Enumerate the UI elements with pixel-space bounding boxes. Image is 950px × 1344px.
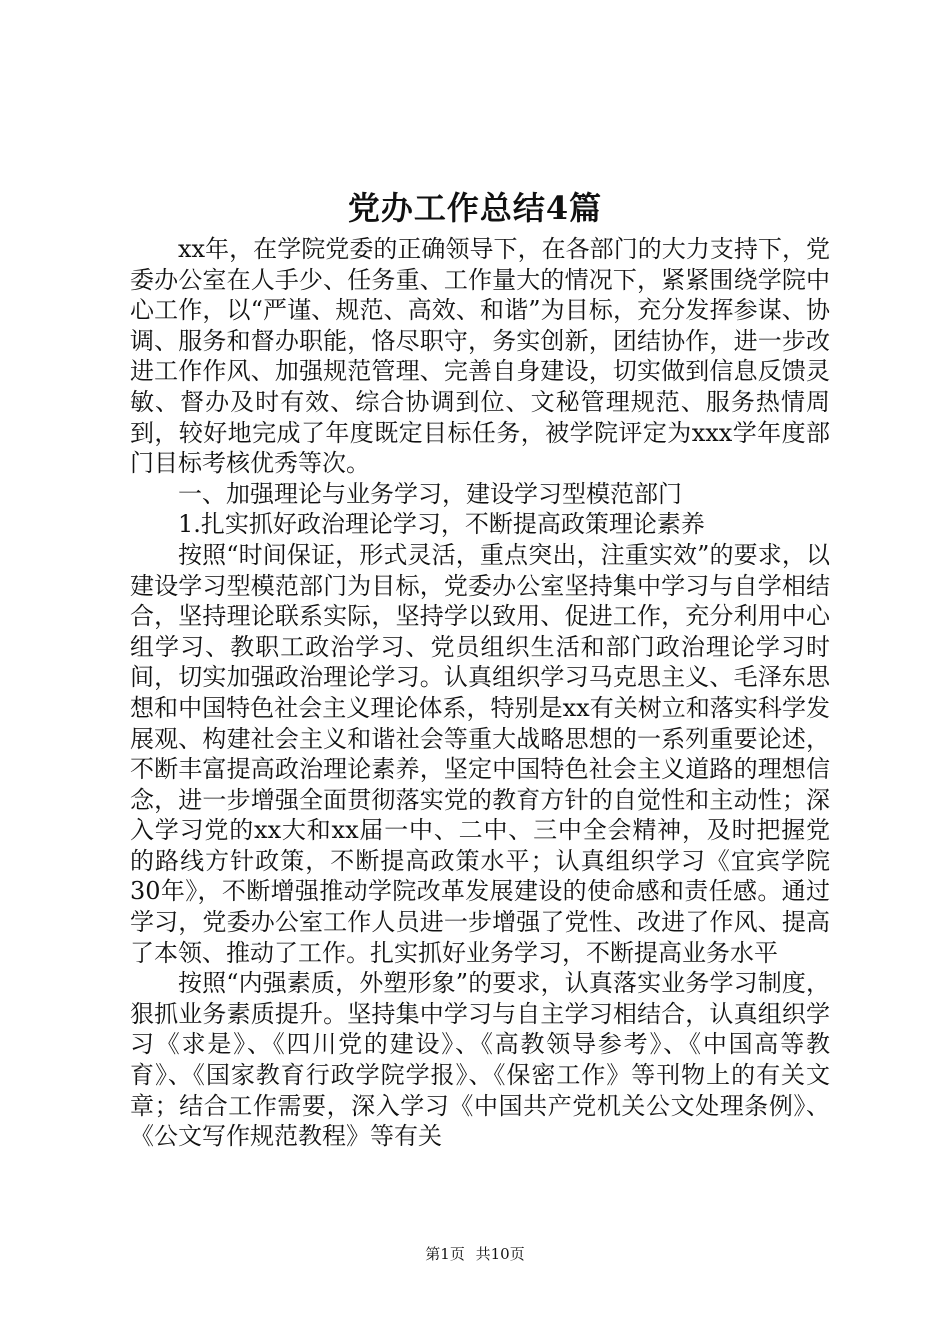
document-body (130, 234, 830, 1152)
paragraph-political-study: 按照“时间保证，形式灵活，重点突出，注重实效”的要求，以建设学习型模范部门为目标，党委办公室坚持集中学习与自学相结合，坚持理论联系实际，坚持学以致用、促进工作，充分利用中心组学习、教职工政治学习、党员组织生活和部门政治理论学习时间，切实加强政治理论学习。认真组织学习马克思主义、毛泽东思想和中国特色社会主义理论体系，特别是xx有关树立和落实科学发展观、构建社会主义和谐社会等重大战略思想的一系列重要论述，不断丰富提高政治理论素养，坚定中国特色社会主义道路的理想信念，进一步增强全面贯彻落实党的教育方针的自觉性和主动性；深入学习党的xx大和xx届一中、二中、三中全会精神，及时把握党的路线方针政策，不断提高政策水平；认真组织学习《宜宾学院30年》，不断增强推动学院改革发展建设的使命感和责任感。通过学习，党委办公室工作人员进一步增强了党性、改进了作风、提高了本领、推动了工作。扎实抓好业务学习，不断提高业务水平 (130, 540, 830, 967)
section-heading-1: 一、加强理论与业务学习，建设学习型模范部门 (178, 479, 682, 508)
paragraph-intro: xx年，在学院党委的正确领导下，在各部门的大力支持下，党委办公室在人手少、任务重、工作量大的情况下，紧紧围绕学院中心工作，以“严谨、规范、高效、和谐”为目标，充分发挥参谋、协调、服务和督办职能，恪尽职守，务实创新，团结协作，进一步改进工作作风、加强规范管理、完善自身建设，切实做到信息反馈灵敏、督办及时有效、综合协调到位、文秘管理规范、服务热情周到，较好地完成了年度既定目标任务，被学院评定为xxx学年度部门目标考核优秀等次。 (130, 235, 830, 478)
page-total: 共10页 (475, 1245, 525, 1263)
paragraph-business-study: 按照“内强素质，外塑形象”的要求，认真落实业务学习制度，狠抓业务素质提升。坚持集中学习与自主学习相结合，认真组织学习《求是》、《四川党的建设》、《高教领导参考》、《中国高等教育》、《国家教育行政学院学报》、《保密工作》等刊物上的有关文章；结合工作需要，深入学习《中国共产党机关公文处理条例》、《公文写作规范教程》等有关 (130, 969, 830, 1151)
subsection-heading-1: 1.扎实抓好政治理论学习，不断提高政策理论素养 (178, 510, 705, 539)
document-title: 党办工作总结4篇 (347, 189, 603, 227)
page-number: 第1页 (425, 1245, 465, 1263)
page-footer (0, 1243, 950, 1265)
